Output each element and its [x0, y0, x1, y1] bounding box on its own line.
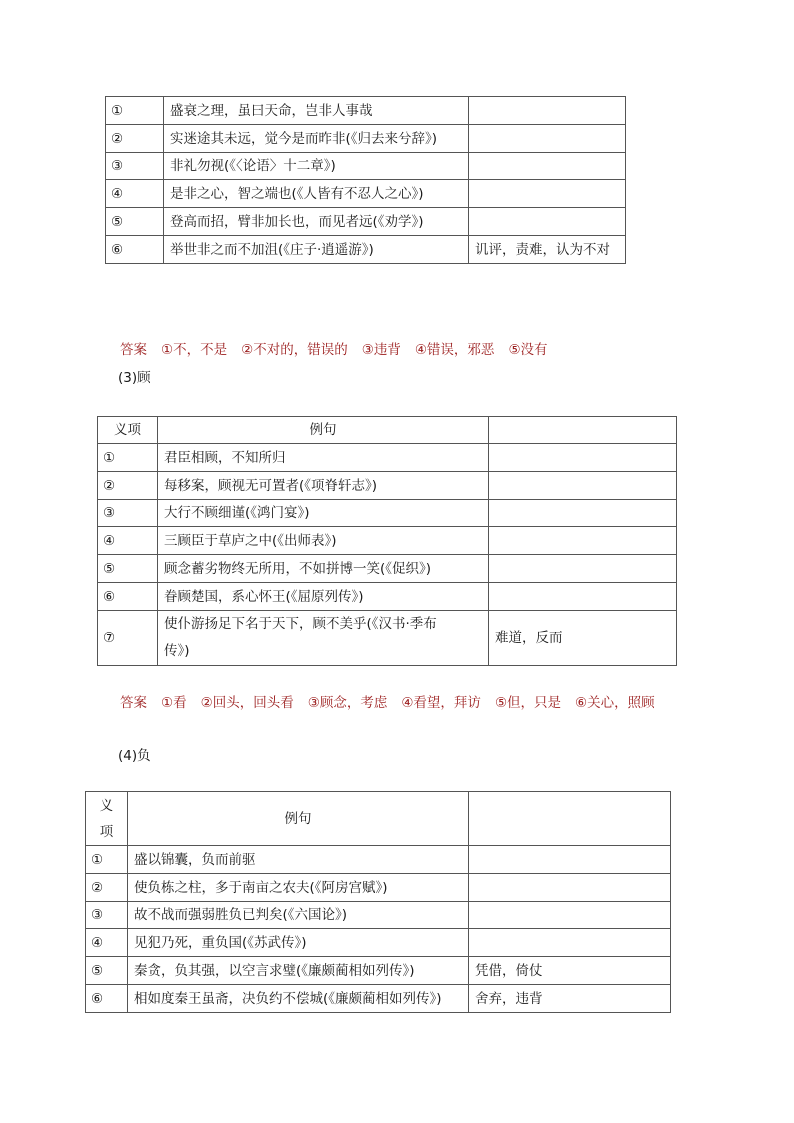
answer-fei — [120, 338, 562, 358]
answer-item: ⑤没有 — [508, 342, 548, 358]
row-number: ⑥ — [98, 583, 158, 611]
header-liju: 例句 — [158, 417, 489, 444]
meaning-cell — [489, 444, 677, 472]
row-number: ② — [98, 472, 158, 500]
row-number: ③ — [106, 153, 164, 180]
answer-item: ①不，不是 — [161, 342, 228, 358]
example-sentence: 使负栋之柱，多于南亩之农夫(《阿房宫赋》) — [128, 874, 469, 902]
header-char: 项 — [99, 823, 114, 840]
table-row — [98, 555, 677, 583]
table-row — [86, 929, 671, 957]
example-sentence: 每移案，顾视无可置者(《项脊轩志》) — [158, 472, 489, 500]
meaning-cell — [489, 500, 677, 527]
row-number: ⑤ — [86, 957, 128, 985]
header-yixiang: 义项 — [98, 417, 158, 444]
example-sentence: 秦贪，负其强，以空言求璧(《廉颇蔺相如列传》) — [128, 957, 469, 985]
table-row — [106, 180, 626, 208]
meaning-cell — [469, 180, 626, 208]
example-sentence: 盛衰之理，虽曰天命，岂非人事哉 — [164, 97, 469, 125]
example-sentence — [158, 611, 489, 666]
table-row — [86, 985, 671, 1013]
example-sentence: 眷顾楚国，系心怀王(《屈原列传》) — [158, 583, 489, 611]
example-line: 传》) — [164, 643, 190, 659]
answer-item: ④错误，邪恶 — [414, 342, 495, 358]
row-number: ① — [98, 444, 158, 472]
meaning-cell — [469, 208, 626, 236]
example-sentence: 故不战而强弱胜负已判矣(《六国论》) — [128, 902, 469, 929]
table-fei — [105, 96, 626, 264]
table-row — [106, 208, 626, 236]
table-row — [106, 125, 626, 153]
table-row — [86, 902, 671, 929]
table-row — [98, 527, 677, 555]
example-sentence: 登高而招，臂非加长也，而见者远(《劝学》) — [164, 208, 469, 236]
table-row — [98, 472, 677, 500]
example-sentence: 是非之心，智之端也(《人皆有不忍人之心》) — [164, 180, 469, 208]
row-number: ⑥ — [86, 985, 128, 1013]
table-row — [86, 846, 671, 874]
answer-item: ⑤但，只是 — [494, 695, 562, 711]
example-sentence: 三顾臣于草庐之中(《出师表》) — [158, 527, 489, 555]
table-row — [98, 500, 677, 527]
example-sentence: 举世非之而不加沮(《庄子·逍遥游》) — [164, 236, 469, 264]
header-meaning — [469, 792, 671, 846]
table-header-row — [98, 417, 677, 444]
row-number: ② — [106, 125, 164, 153]
row-number: ① — [106, 97, 164, 125]
meaning-cell: 舍弃，违背 — [469, 985, 671, 1013]
meaning-cell — [469, 97, 626, 125]
example-sentence: 非礼勿视(《〈论语〉十二章》) — [164, 153, 469, 180]
header-char: 义 — [99, 797, 114, 814]
row-number: ① — [86, 846, 128, 874]
meaning-cell — [469, 846, 671, 874]
answer-item: ③顾念，考虑 — [307, 695, 388, 711]
meaning-cell — [489, 555, 677, 583]
row-number: ⑤ — [98, 555, 158, 583]
meaning-cell — [469, 902, 671, 929]
answer-item: ②回头，回头看 — [200, 695, 294, 711]
example-sentence: 盛以锦囊，负而前驱 — [128, 846, 469, 874]
meaning-cell — [469, 874, 671, 902]
example-sentence: 实迷途其未远，觉今是而昨非(《归去来兮辞》) — [164, 125, 469, 153]
meaning-cell — [489, 527, 677, 555]
example-sentence: 顾念蓄劣物终无所用，不如拼博一笑(《促织》) — [158, 555, 489, 583]
row-number: ⑦ — [98, 611, 158, 666]
answer-item: ⑥关心，照顾 — [575, 695, 655, 711]
example-sentence: 大行不顾细谨(《鸿门宴》) — [158, 500, 489, 527]
row-number: ③ — [86, 902, 128, 929]
row-number: ④ — [98, 527, 158, 555]
section-title-gu: (3)顾 — [118, 370, 151, 386]
meaning-cell — [489, 472, 677, 500]
table-row — [98, 444, 677, 472]
meaning-cell: 难道，反而 — [489, 611, 677, 666]
meaning-cell — [469, 125, 626, 153]
table-gu — [97, 416, 677, 666]
answer-gu — [120, 691, 669, 711]
header-yixiang — [86, 792, 128, 846]
header-meaning — [489, 417, 677, 444]
row-number: ④ — [106, 180, 164, 208]
example-line: 使仆游扬足下名于天下，顾不美乎(《汉书·季布 — [164, 616, 437, 632]
table-row — [86, 957, 671, 985]
meaning-cell: 讥评，责难，认为不对 — [469, 236, 626, 264]
row-number: ④ — [86, 929, 128, 957]
table-fu — [85, 791, 671, 1013]
table-row — [98, 611, 677, 666]
table-header-row — [86, 792, 671, 846]
header-liju: 例句 — [128, 792, 469, 846]
answer-item: ③违背 — [361, 342, 401, 358]
answer-label: 答案 — [120, 342, 147, 358]
meaning-cell — [469, 929, 671, 957]
example-sentence: 相如度秦王虽斋，决负约不偿城(《廉颇蔺相如列传》) — [128, 985, 469, 1013]
table-row — [86, 874, 671, 902]
example-sentence: 见犯乃死，重负国(《苏武传》) — [128, 929, 469, 957]
answer-item: ④看望，拜访 — [401, 695, 481, 711]
answer-label: 答案 — [120, 695, 147, 711]
row-number: ⑥ — [106, 236, 164, 264]
row-number: ② — [86, 874, 128, 902]
table-row — [106, 153, 626, 180]
table-row — [106, 97, 626, 125]
section-title-fu: (4)负 — [118, 748, 151, 764]
table-row — [106, 236, 626, 264]
answer-item: ②不对的，错误的 — [241, 342, 348, 358]
row-number: ③ — [98, 500, 158, 527]
meaning-cell — [489, 583, 677, 611]
example-sentence: 君臣相顾，不知所归 — [158, 444, 489, 472]
row-number: ⑤ — [106, 208, 164, 236]
meaning-cell: 凭借，倚仗 — [469, 957, 671, 985]
table-row — [98, 583, 677, 611]
answer-item: ①看 — [161, 695, 187, 711]
meaning-cell — [469, 153, 626, 180]
